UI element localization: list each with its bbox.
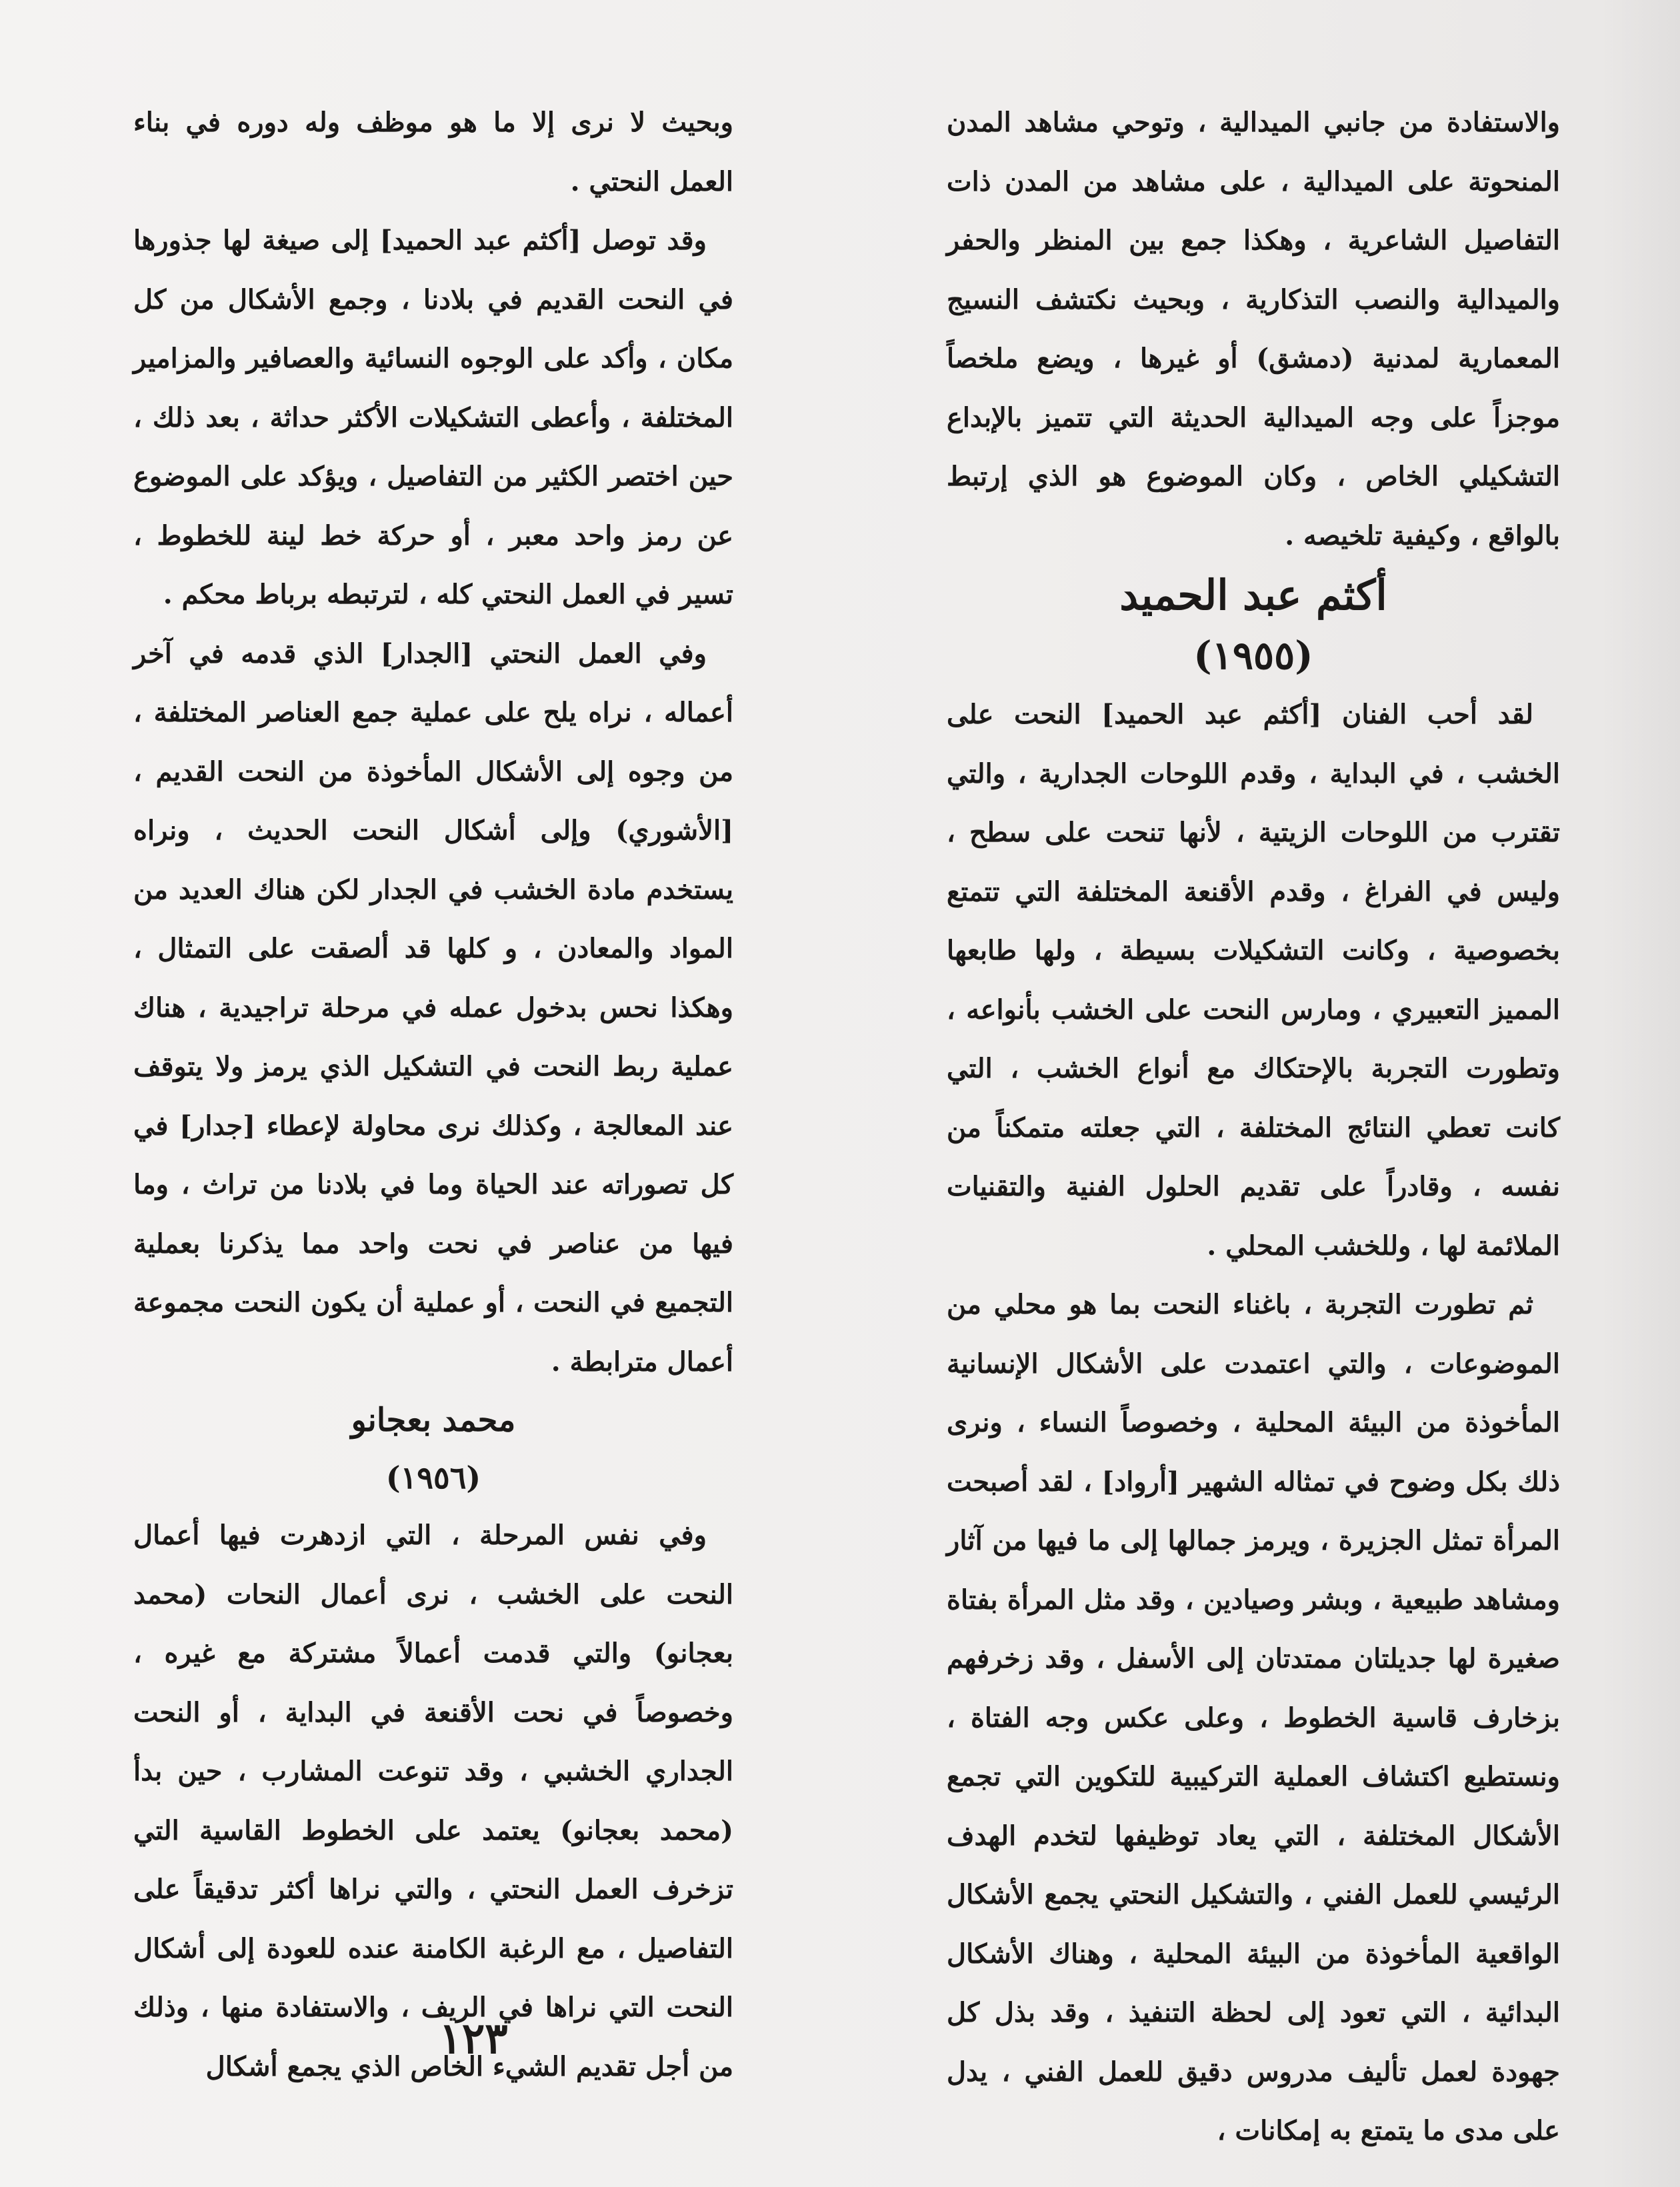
section-heading-year: (١٩٥٦) (385, 1460, 481, 1496)
body-paragraph: ثم تطورت التجربة ، باغناء النحت بما هو محلي من الموضوعات ، والتي اعتمدت على الأشكال الإنسانية المأخوذة من البيئة المحلية ، وخصوصاً النساء ، ونرى ذلك بكل وضوح في تمثاله الشهير [أرواد] ، لقد أصبحت المرأة تمثل الجزيرة ، ويرمز جمالها إلى ما فيها من آثار ومشاهد طبيعية ، وبشر وصيادين ، وقد مثل المرأة بفتاة صغيرة لها جديلتان ممتدتان إلى الأسفل ، وقد زخرفهم بزخارف قاسية الخطوط ، وعلى عكس وجه الفتاة ، ونستطيع اكتشاف العملية التركيبية للتكوين التي تجمع الأشكال المختلفة ، التي يعاد توظيفها لتخدم الهدف الرئيسي للعمل الفني ، والتشكيل النحتي يجمع الأشكال الواقعية المأخوذة من البيئة المحلية ، وهناك الأشكال البدائية ، التي تعود إلى لحظة التنفيذ ، وقد بذل كل جهودة لعمل تأليف مدروس دقيق للعمل الفني ، يدل على مدى ما يتمتع به إمكانات ، (947, 1289, 1560, 2146)
body-paragraph: وفي العمل النحتي [الجدار] الذي قدمه في آخر أعماله ، نراه يلح على عملية جمع العناصر المختلفة ، من وجوه إلى الأشكال المأخوذة من النحت القديم ، [الأشوري) وإلى أشكال النحت الحديث ، ونراه يستخدم مادة الخشب في الجدار لكن هناك العديد من المواد والمعادن ، و كلها قد ألصقت على التمثال ، وهكذا نحس بدخول عمله في مرحلة تراجيدية ، هناك عملية ربط النحت في التشكيل الذي يرمز ولا يتوقف عند المعالجة ، وكذلك نرى محاولة لإعطاء [جدار] في كل تصوراته عند الحياة وما في بلادنا من تراث ، وما فيها من عناصر في نحت واحد مما يذكرنا بعملية التجميع في النحت ، أو عملية أن يكون النحت مجموعة أعمال مترابطة . (133, 637, 733, 1378)
section-heading-name: أكثم عبد الحميد (1119, 571, 1387, 619)
body-paragraph: وقد توصل [أكثم عبد الحميد] إلى صيغة لها جذورها في النحت القديم في بلادنا ، وجمع الأشكال من كل مكان ، وأكد على الوجوه النسائية والعصافير والمزامير المختلفة ، وأعطى التشكيلات الأكثر حداثة ، بعد ذلك ، حين اختصر الكثير من التفاصيل ، ويؤكد على الموضوع عن رمز واحد معبر ، أو حركة خط لينة للخطوط ، تسير في العمل النحتي كله ، لترتبطه برباط محكم . (133, 225, 733, 610)
page-edge-shadow (1600, 0, 1680, 2187)
section-heading-name: محمد بعجانو (351, 1402, 516, 1439)
left-column (133, 93, 733, 2096)
continued-paragraph: وبحيث لا نرى إلا ما هو موظف وله دوره في بناء العمل النحتي . (133, 107, 733, 197)
body-paragraph: لقد أحب الفنان [أكثم عبد الحميد] النحت على الخشب ، في البداية ، وقدم اللوحات الجدارية ، والتي تقترب من اللوحات الزيتية ، لأنها تنحت على سطح ، وليس في الفراغ ، وقدم الأقنعة المختلفة التي تتمتع بخصوصية ، وكانت التشكيلات بسيطة ، ولها طابعها المميز التعبيري ، ومارس النحت على الخشب بأنواعه ، وتطورت التجربة بالإحتكاك مع أنواع الخشب ، التي كانت تعطي النتائج المختلفة ، التي جعلته متمكناً من نفسه ، وقادراً على تقديم الحلول الفنية والتقنيات الملائمة لها ، وللخشب المحلي . (947, 699, 1561, 1262)
section-heading-year: (١٩٥٥) (1193, 633, 1313, 678)
page-number: ١٢٣ (439, 2014, 508, 2064)
right-column (947, 93, 1560, 2161)
continued-paragraph: والاستفادة من جانبي الميدالية ، وتوحي مشاهد المدن المنحوتة على الميدالية ، على مشاهد من المدن ذات التفاصيل الشاعرية ، وهكذا جمع بين المنظر والحفر والميدالية والنصب التذكارية ، وبحيث نكتشف النسيج المعمارية لمدنية (دمشق) أو غيرها ، ويضع ملخصاً موجزاً على وجه الميدالية الحديثة التي تتميز بالإبداع التشكيلي الخاص ، وكان الموضوع هو الذي إرتبط بالواقع ، وكيفية تلخيصه . (947, 107, 1560, 551)
body-paragraph: وفي نفس المرحلة ، التي ازدهرت فيها أعمال النحت على الخشب ، نرى أعمال النحات (محمد بعجانو) والتي قدمت أعمالاً مشتركة مع غيره ، وخصوصاً في نحت الأقنعة في البداية ، أو النحت الجداري الخشبي ، وقد تنوعت المشارب ، حين بدأ (محمد بعجانو) يعتمد على الخطوط القاسية التي تزخرف العمل النحتي ، والتي نراها أكثر تدقيقاً على التفاصيل ، مع الرغبة الكامنة عنده للعودة إلى أشكال النحت التي نراها في الريف ، والاستفادة منها ، وذلك من أجل تقديم الشيء الخاص الذي يجمع أشكال (133, 1520, 733, 2082)
